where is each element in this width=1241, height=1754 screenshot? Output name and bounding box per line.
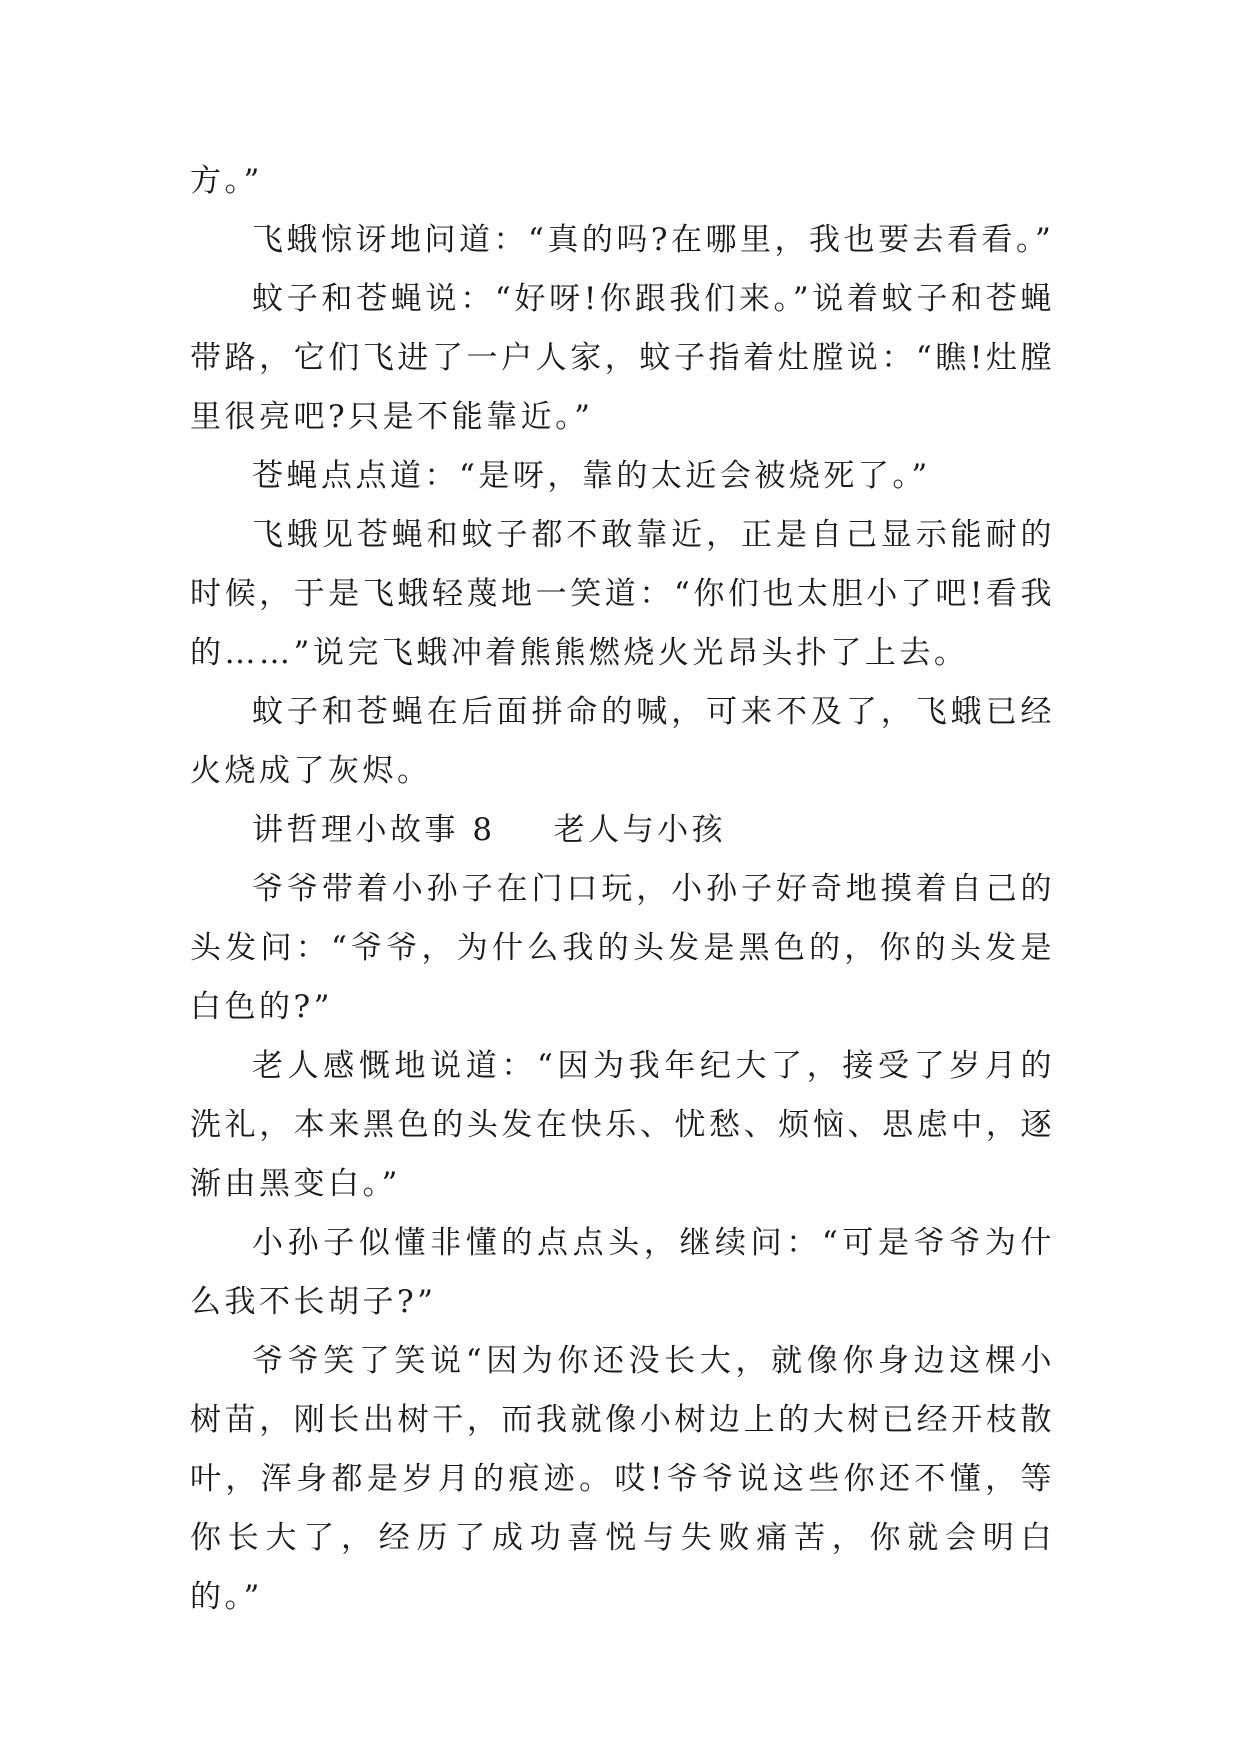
paragraph: 蚊子和苍蝇在后面拼命的喊，可来不及了，飞蛾已经火烧成了灰烬。	[190, 694, 1055, 789]
paragraph: 老人感慨地说道：“因为我年纪大了，接受了岁月的洗礼，本来黑色的头发在快乐、忧愁、烦恼、思虑中，逐渐由黑变白。”	[190, 1048, 1055, 1202]
section-heading	[190, 801, 1055, 860]
paragraph: 蚊子和苍蝇说：“好呀!你跟我们来。”说着蚊子和苍蝇带路，它们飞进了一户人家，蚊子指着灶膛说：“瞧!灶膛里很亮吧?只是不能靠近。”	[190, 281, 1055, 435]
section-heading-title: 老人与小孩	[553, 812, 727, 848]
document-body	[190, 152, 1055, 1627]
paragraph: 爷爷笑了笑说“因为你还没长大，就像你身边这棵小树苗，刚长出树干，而我就像小树边上的大树已经开枝散叶，浑身都是岁月的痕迹。哎!爷爷说这些你还不懂，等你长大了，经历了成功喜悦与失败痛苦，你就会明白的。”	[190, 1343, 1055, 1615]
paragraph: 飞蛾见苍蝇和蚊子都不敢靠近，正是自己显示能耐的时候，于是飞蛾轻蔑地一笑道：“你们也太胆小了吧!看我的……”说完飞蛾冲着熊熊燃烧火光昂头扑了上去。	[190, 517, 1055, 671]
paragraph: 小孙子似懂非懂的点点头，继续问：“可是爷爷为什么我不长胡子?”	[190, 1225, 1055, 1320]
paragraph: 飞蛾惊讶地问道：“真的吗?在哪里，我也要去看看。”	[252, 222, 1055, 258]
paragraph: 苍蝇点点道：“是呀，靠的太近会被烧死了。”	[252, 458, 931, 494]
paragraph: 爷爷带着小孙子在门口玩，小孙子好奇地摸着自己的头发问：“爷爷，为什么我的头发是黑色的，你的头发是白色的?”	[190, 871, 1055, 1025]
section-heading-label: 讲哲理小故事 8	[252, 812, 496, 848]
paragraph: 方。”	[190, 163, 263, 199]
